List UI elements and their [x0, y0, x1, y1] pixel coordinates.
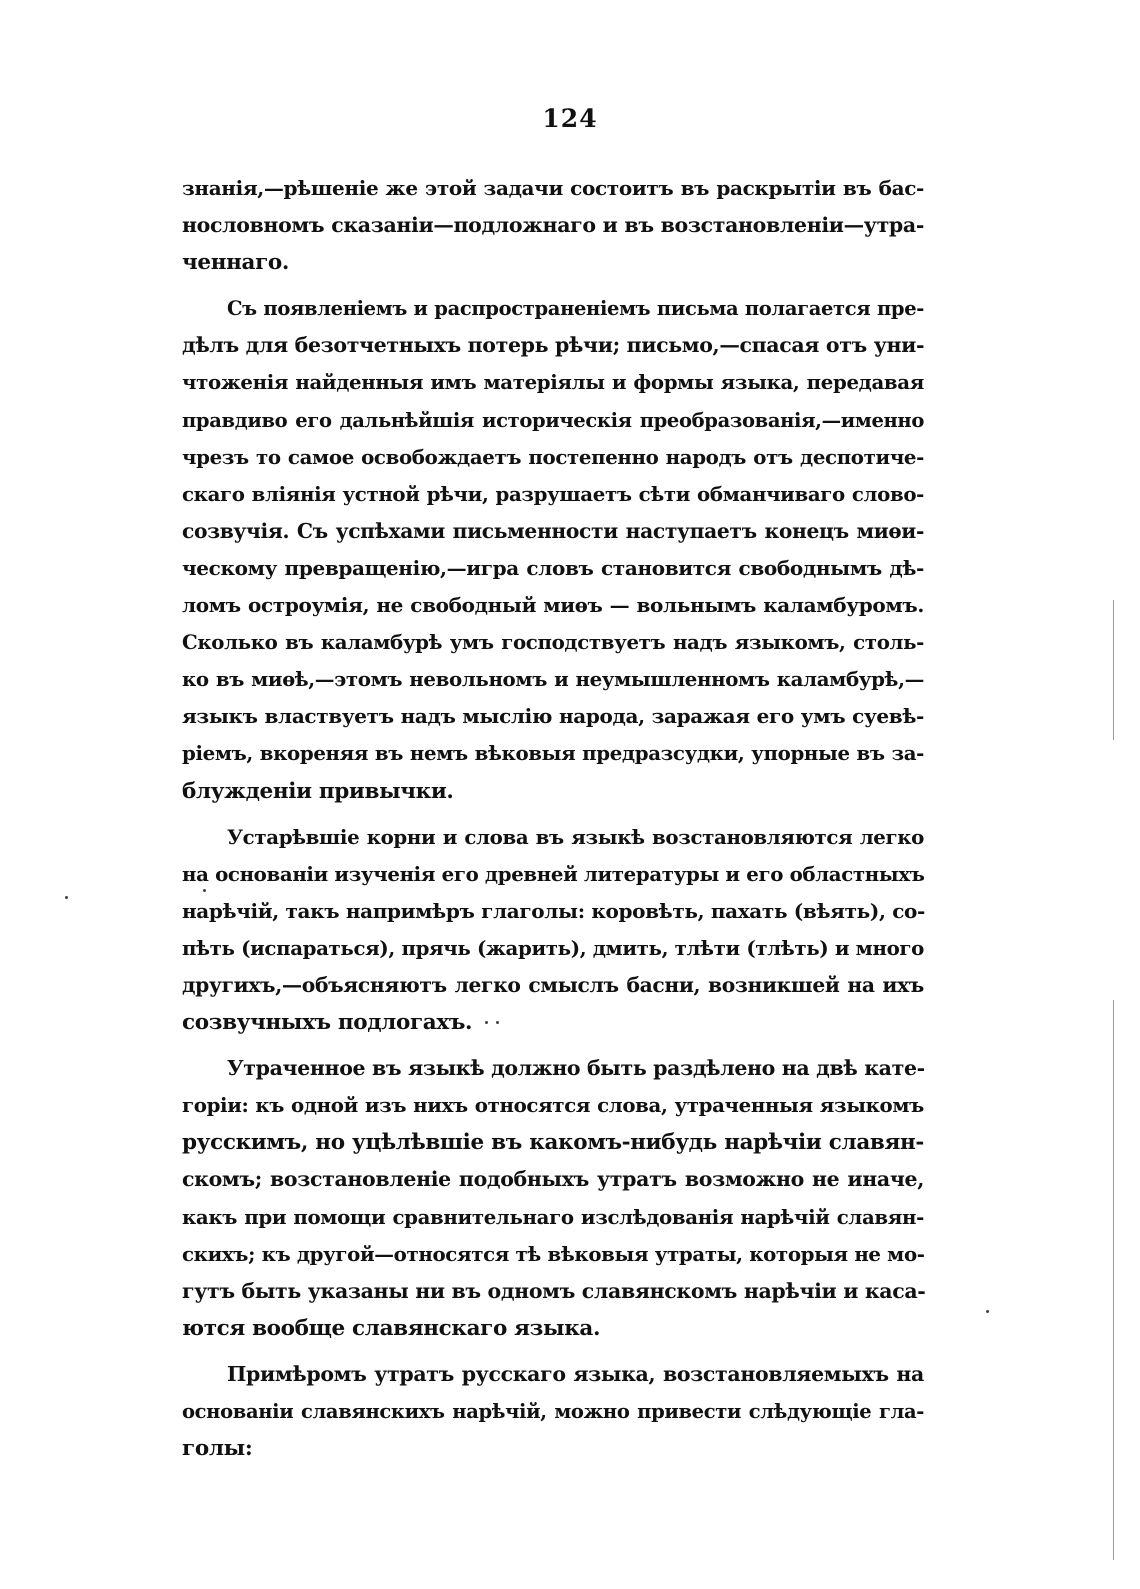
text-line: ко въ миѳѣ,—этомъ невольномъ и неумышленномъ каламбурѣ,— — [182, 667, 924, 692]
text-line: русскимъ, но уцѣлѣвшіе въ какомъ-нибудь нарѣчіи славян- — [182, 1130, 924, 1156]
text-line: ческому превращенію,—игра словъ становится свободнымъ дѣ- — [182, 555, 924, 580]
text-line: другихъ,—объясняютъ легко смыслъ басни, возникшей на ихъ — [182, 972, 924, 997]
text-line: какъ при помощи сравнительнаго изслѣдованія нарѣчій славян- — [182, 1204, 924, 1229]
text-line: Съ появленіемъ и распространеніемъ письма полагается пре- — [227, 297, 924, 321]
paragraph — [182, 1356, 924, 1467]
text-line: горіи: къ одной изъ нихъ относятся слова, утраченныя языкомъ — [182, 1093, 924, 1118]
text-line: голы: — [182, 1436, 253, 1462]
text-line: знанія,—рѣшеніе же этой задачи состоитъ въ раскрытіи въ бас- — [182, 176, 924, 200]
page-number: 124 — [542, 104, 598, 133]
paper-speck — [65, 896, 68, 899]
paper-speck — [986, 1310, 989, 1313]
text-line: созвучія. Съ успѣхами письменности наступаетъ конецъ миѳи- — [182, 518, 924, 543]
margin-rule-upper — [1113, 600, 1114, 740]
text-body — [182, 170, 924, 1476]
text-line: ченнаго. — [182, 250, 290, 276]
text-line: пѣть (испараться), прячь (жарить), дмить, тлѣти (тлѣть) и много — [182, 935, 924, 960]
text-line: Устарѣвшіе корни и слова въ языкѣ возстановляются легко — [227, 824, 924, 849]
paragraph — [182, 819, 924, 1042]
text-line: Примѣромъ утратъ русскаго языка, возстановляемыхъ на — [227, 1361, 924, 1386]
paper-speck — [485, 1021, 488, 1024]
paragraph — [182, 170, 924, 281]
text-line: языкъ властвуетъ надъ мыслію народа, заражая его умъ суевѣ- — [182, 704, 924, 729]
text-line: ломъ остроумія, не свободный миѳъ — вольнымъ каламбуромъ. — [182, 593, 924, 618]
text-line: скихъ; къ другой—относятся тѣ вѣковыя утраты, которыя не мо- — [182, 1241, 925, 1266]
paragraph — [182, 290, 924, 809]
paragraph — [182, 1050, 924, 1347]
text-line: нарѣчій, такъ напримѣръ глаголы: коровѣть, пахать (вѣять), со- — [182, 898, 925, 923]
text-line: скаго вліянія устной рѣчи, разрушаетъ сѣти обманчиваго слово- — [182, 481, 924, 506]
text-line: ются вообще славянскаго языка. — [182, 1315, 601, 1341]
text-line: основаніи славянскихъ нарѣчій, можно привести слѣдующіе гла- — [182, 1400, 924, 1423]
text-line: Утраченное въ языкѣ должно быть раздѣлено на двѣ кате- — [227, 1056, 925, 1081]
text-line: чтоженія найденныя имъ матеріялы и формы языка, передавая — [182, 370, 924, 395]
text-line: блужденіи привычки. — [182, 778, 454, 804]
text-line: скомъ; возстановленіе подобныхъ утратъ возможно не иначе, — [182, 1167, 924, 1192]
text-line: нословномъ сказаніи—подложнаго и въ возстановленіи—утра- — [182, 213, 924, 238]
text-line: гутъ быть указаны ни въ одномъ славянскомъ нарѣчіи и каса- — [182, 1278, 926, 1303]
text-line: на основаніи изученія его древней литературы и его областныхъ — [182, 861, 925, 886]
text-line: Сколько въ каламбурѣ умъ господствуетъ надъ языкомъ, столь- — [182, 630, 924, 655]
paper-speck — [203, 889, 206, 892]
paper-speck — [496, 1021, 499, 1024]
margin-rule-lower — [1113, 1000, 1114, 1560]
text-line: созвучныхъ подлогахъ. — [182, 1010, 473, 1036]
text-line: правдиво его дальнѣйшія историческія преобразованія,—именно — [182, 408, 924, 432]
text-line: дѣлъ для безотчетныхъ потерь рѣчи; письмо,—спасая отъ уни- — [182, 333, 925, 358]
text-line: ріемъ, вкореняя въ немъ вѣковыя предразсудки, упорные въ за- — [182, 741, 924, 766]
text-line: чрезъ то самое освобождаетъ постепенно народъ отъ деспотиче- — [182, 444, 924, 469]
